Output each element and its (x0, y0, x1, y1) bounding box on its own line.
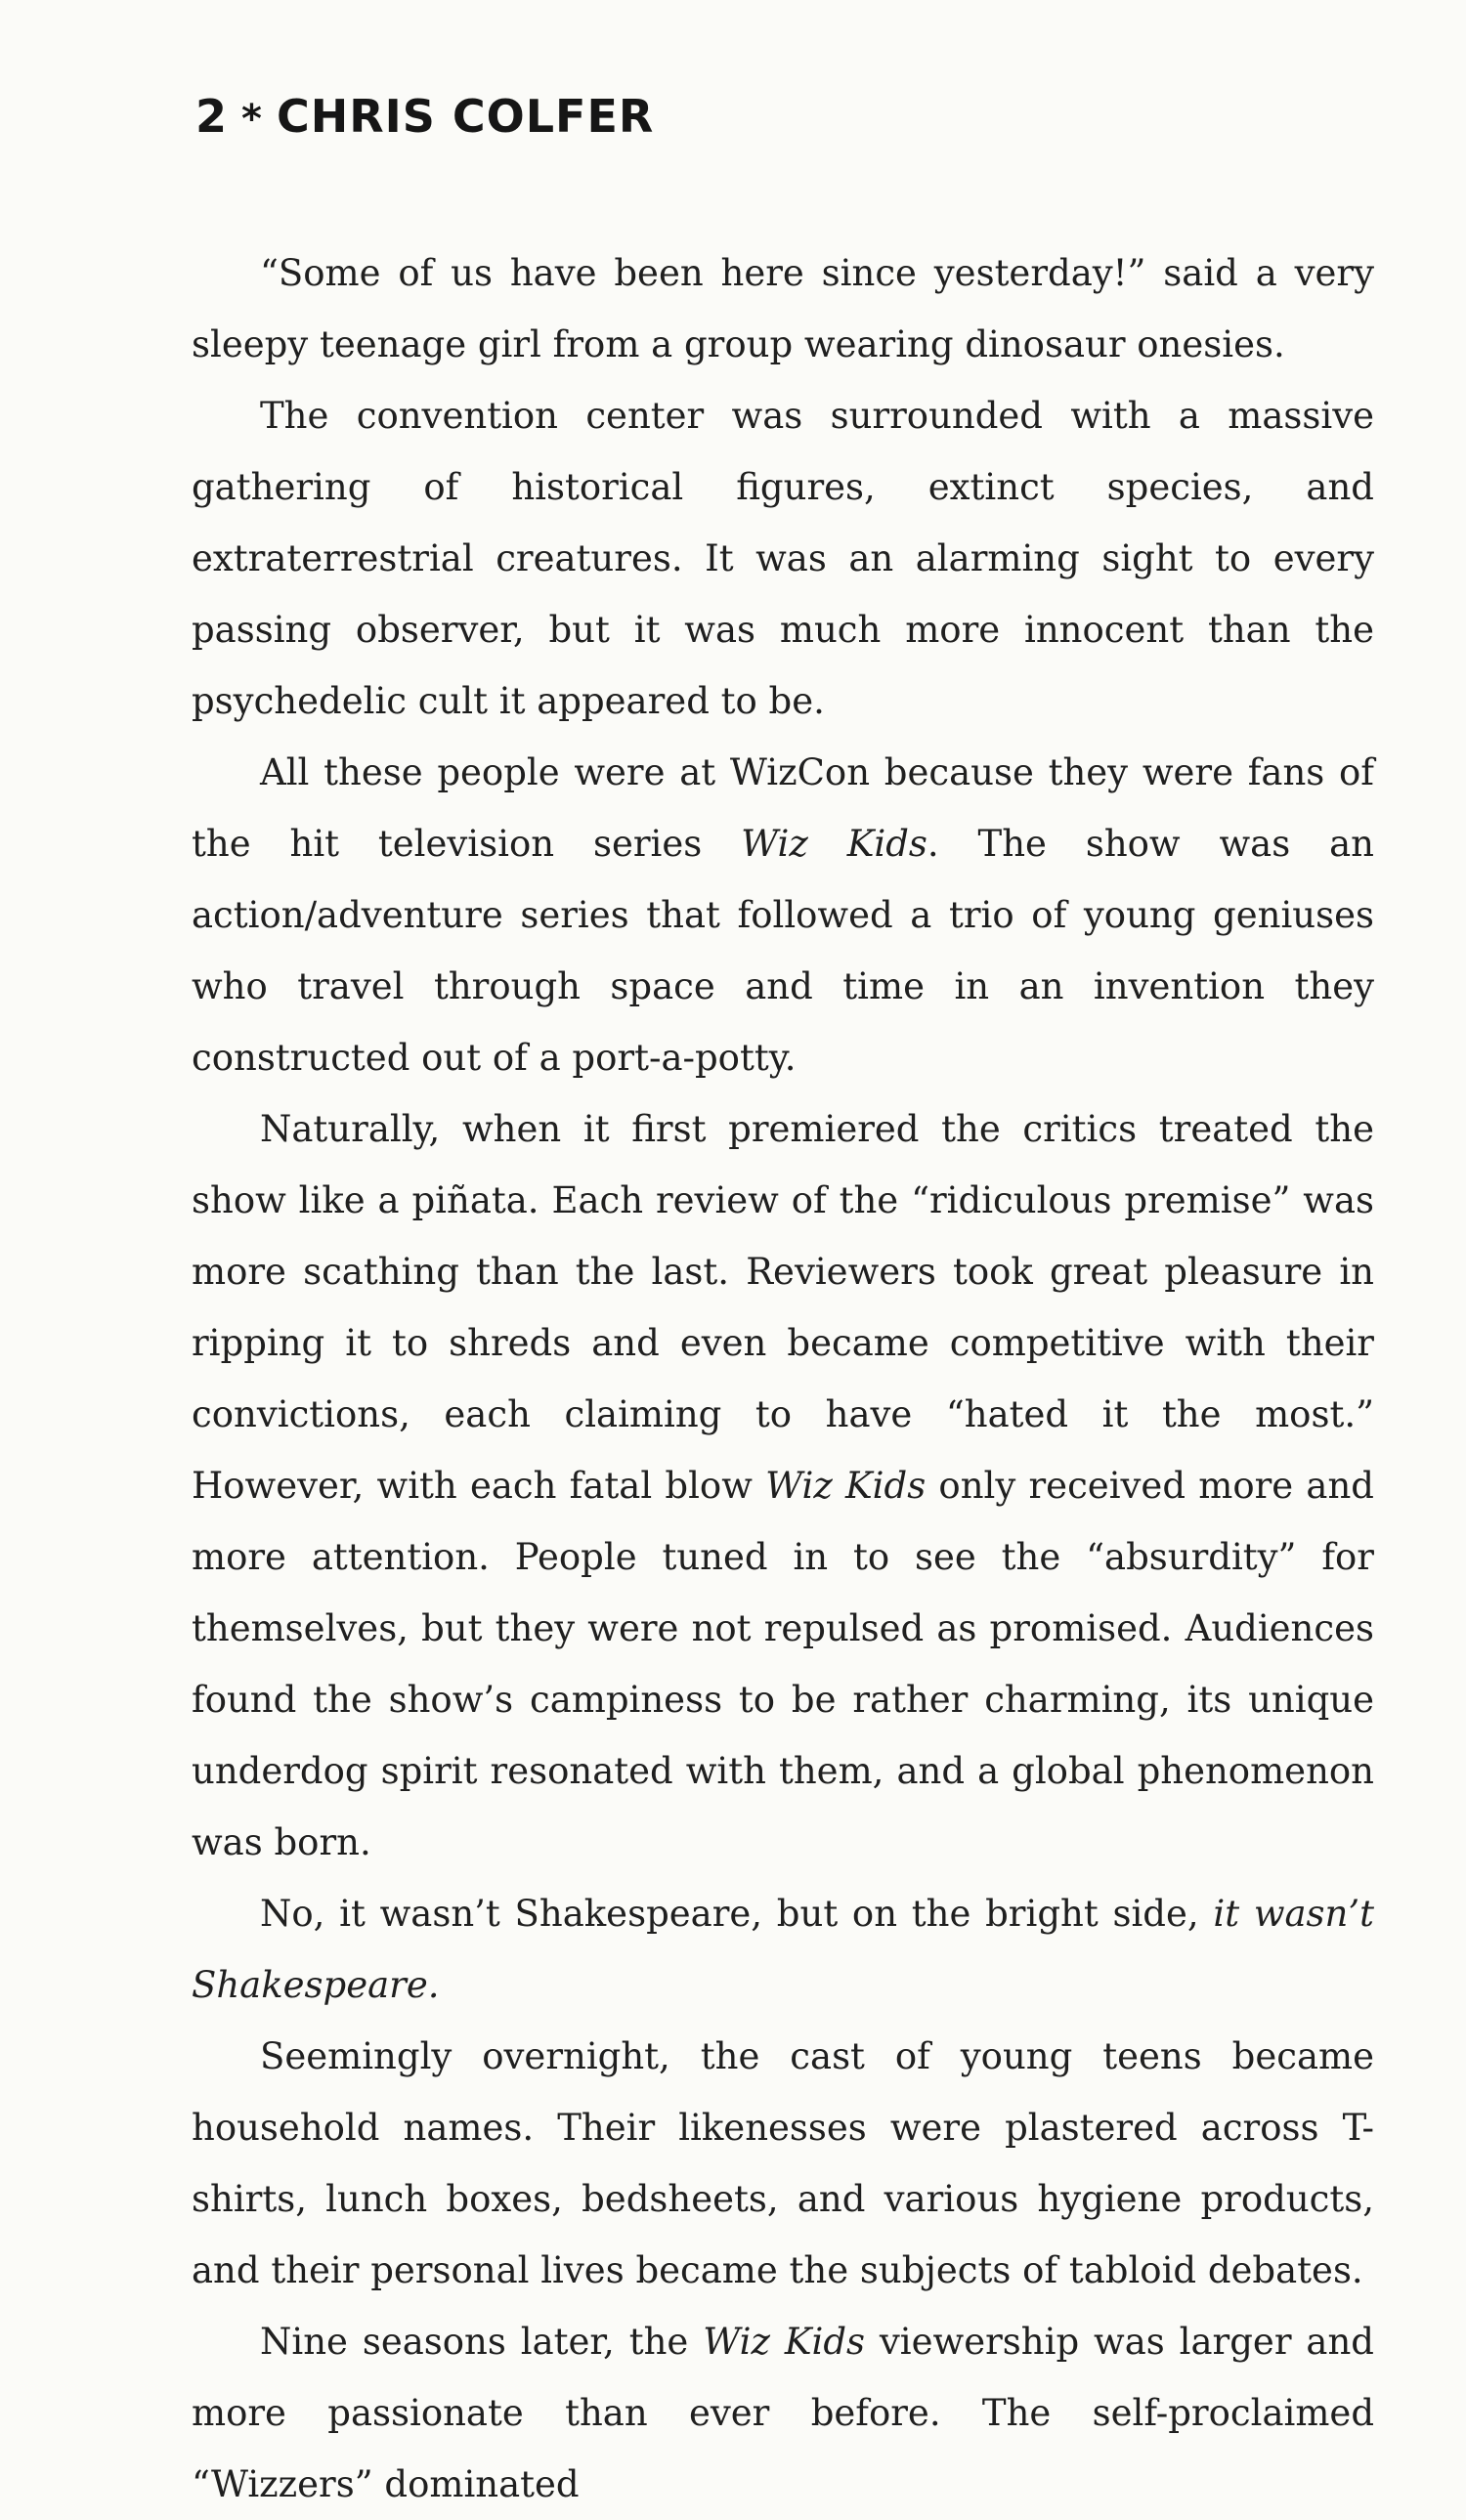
page-number: 2 (195, 90, 229, 143)
paragraph (192, 237, 1374, 380)
italic-text: Wiz Kids (765, 1465, 927, 1507)
paragraph (192, 2306, 1374, 2520)
text-segment: only received more and more attention. People tuned in to see the “absurdity” for themselves, but they were not repulsed as promised. Audiences found the show’s campiness to be rather charming, its unique underdog spirit resonated with them, and a global phenomenon was born. (192, 1465, 1374, 1863)
paragraph (192, 380, 1374, 737)
text-segment: viewership was larger and more passionate than ever before. The self-proclaimed “Wizzers” dominated (192, 2321, 1374, 2505)
author-name: CHRIS COLFER (276, 90, 655, 143)
text-segment: All these people were at WizCon because they were fans of the hit television series (192, 751, 1374, 865)
running-head (195, 90, 654, 143)
star-separator: * (241, 97, 263, 142)
paragraph (192, 737, 1374, 1093)
body-text (192, 237, 1374, 2520)
italic-text: it wasn’t Shakespeare. (192, 1893, 1374, 2006)
text-segment: Seemingly overnight, the cast of young teens became household names. Their likenesses were plastered across T-shirts, lunch boxes, bedsheets, and various hygiene products, and their personal lives became the subjects of tabloid debates. (192, 2035, 1374, 2291)
text-segment: No, it wasn’t Shakespeare, but on the bright side, (260, 1893, 1214, 1935)
text-segment: Nine seasons later, the (260, 2321, 704, 2363)
text-segment: . The show was an action/adventure series that followed a trio of young geniuses who travel through space and time in an invention they constructed out of a port-a-potty. (192, 823, 1374, 1079)
italic-text: Wiz Kids (703, 2321, 865, 2363)
paragraph (192, 2021, 1374, 2306)
text-segment: Naturally, when it first premiered the critics treated the show like a piñata. Each review of the “ridiculous premise” was more scathing than the last. Reviewers took great pleasure in ripping it to shreds and even became competitive with their convictions, each claiming to have “hated it the most.” However, with each fatal blow (192, 1108, 1374, 1507)
paragraph (192, 1878, 1374, 2021)
paragraph (192, 1093, 1374, 1878)
italic-text: Wiz Kids (741, 823, 927, 865)
text-segment: “Some of us have been here since yesterday!” said a very sleepy teenage girl from a group wearing dinosaur onesies. (192, 252, 1374, 365)
text-segment: The convention center was surrounded with a massive gathering of historical figures, extinct species, and extraterrestrial creatures. It was an alarming sight to every passing observer, but it was much more innocent than the psychedelic cult it appeared to be. (192, 395, 1374, 722)
